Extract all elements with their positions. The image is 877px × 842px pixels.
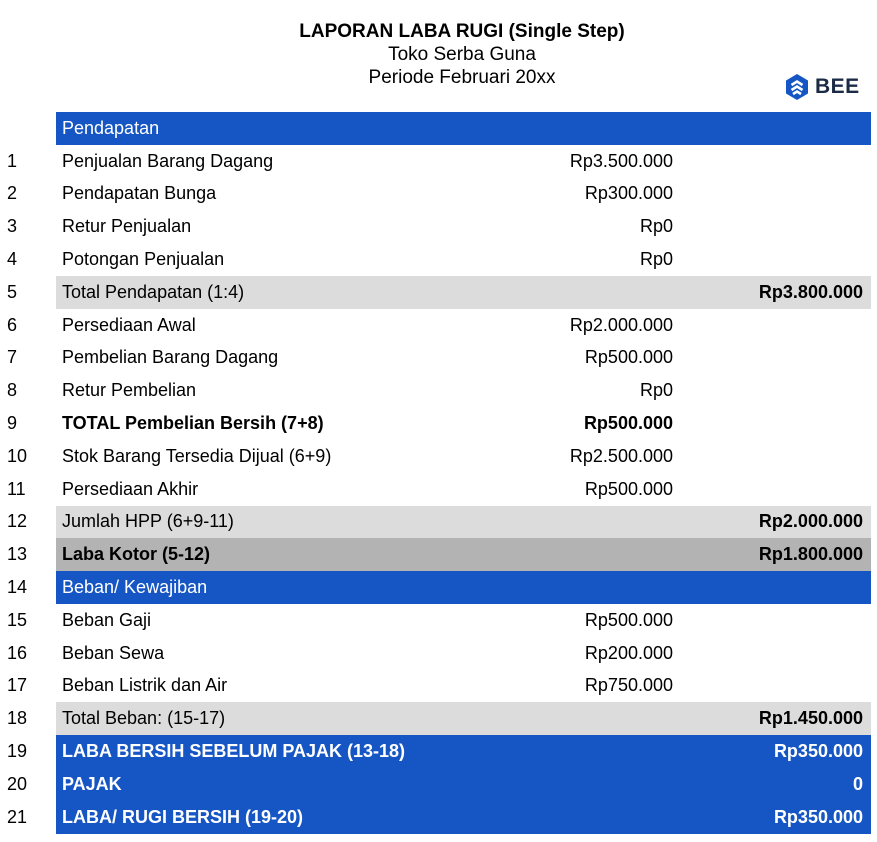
row-amount: Rp500.000 (584, 478, 673, 499)
row-label: TOTAL Pembelian Bersih (7+8) (62, 413, 324, 434)
row-number: 20 (7, 773, 28, 794)
row-label: Beban Gaji (62, 609, 152, 630)
row-label: Pembelian Barang Dagang (62, 347, 279, 368)
row-amount: Rp200.000 (584, 642, 673, 663)
row-amount: Rp0 (639, 380, 673, 401)
row-total: Rp1.450.000 (758, 708, 863, 729)
subtotal-row (0, 276, 877, 309)
tax-row (0, 768, 877, 801)
row-amount: Rp0 (639, 249, 673, 270)
row-number: 19 (7, 741, 28, 762)
table-row (0, 374, 877, 407)
row-label: Penjualan Barang Dagang (62, 150, 274, 171)
table-row (0, 178, 877, 211)
row-number: 17 (7, 675, 28, 696)
section-row-pendapatan (0, 112, 877, 145)
row-label: Pendapatan (62, 117, 160, 138)
row-number: 1 (7, 150, 18, 171)
table-row (0, 407, 877, 440)
bee-hexagon-logo-icon (785, 73, 809, 101)
table-row (0, 243, 877, 276)
bee-logo (785, 72, 860, 102)
row-total: Rp3.800.000 (758, 281, 863, 302)
row-number: 14 (7, 577, 28, 598)
row-total: Rp350.000 (773, 741, 863, 762)
row-amount: Rp750.000 (584, 675, 673, 696)
row-total: Rp2.000.000 (758, 511, 863, 532)
table-row (0, 604, 877, 637)
table-row (0, 670, 877, 703)
row-number: 11 (7, 478, 26, 499)
row-label: Persediaan Awal (62, 314, 196, 335)
row-label: Beban/ Kewajiban (62, 577, 208, 598)
row-number: 9 (7, 413, 18, 434)
row-number: 21 (7, 806, 28, 827)
row-label: Potongan Penjualan (62, 249, 225, 270)
report-period: Periode Februari 20xx (368, 67, 556, 88)
row-amount: Rp500.000 (584, 347, 673, 368)
row-number: 2 (7, 183, 18, 204)
section-row-beban (0, 571, 877, 604)
row-label: Beban Listrik dan Air (62, 675, 228, 696)
table-row (0, 440, 877, 473)
row-number: 10 (7, 445, 28, 466)
table-row (0, 309, 877, 342)
report-header (0, 20, 877, 89)
row-number: 5 (7, 281, 18, 302)
row-label: Total Beban: (15-17) (62, 708, 226, 729)
table-row (0, 210, 877, 243)
gross-profit-row (0, 538, 877, 571)
row-amount: Rp500.000 (584, 609, 673, 630)
row-number: 6 (7, 314, 18, 335)
row-number: 8 (7, 380, 18, 401)
row-amount: Rp2.500.000 (569, 445, 673, 466)
row-number: 16 (7, 642, 28, 663)
row-label: Retur Penjualan (62, 216, 192, 237)
row-label: Persediaan Akhir (62, 478, 199, 499)
row-label: Retur Pembelian (62, 380, 197, 401)
company-name: Toko Serba Guna (388, 44, 536, 65)
row-number: 4 (7, 249, 18, 270)
row-label: Stok Barang Tersedia Dijual (6+9) (62, 445, 332, 466)
row-label: Total Pendapatan (1:4) (62, 281, 245, 302)
row-label: Pendapatan Bunga (62, 183, 217, 204)
net-profit-before-tax-row (0, 735, 877, 768)
table-row (0, 473, 877, 506)
row-label: Beban Sewa (62, 642, 165, 663)
row-number: 12 (7, 511, 28, 532)
row-amount: Rp500.000 (583, 413, 673, 434)
row-amount: Rp300.000 (584, 183, 673, 204)
row-number: 3 (7, 216, 18, 237)
row-total: Rp1.800.000 (758, 544, 863, 565)
row-amount: Rp3.500.000 (569, 150, 673, 171)
row-amount: Rp0 (639, 216, 673, 237)
row-label: LABA/ RUGI BERSIH (19-20) (62, 806, 304, 827)
row-number: 7 (7, 347, 18, 368)
logo-text: BEE (815, 75, 860, 98)
subtotal-row (0, 702, 877, 735)
net-profit-row (0, 801, 877, 834)
income-statement-table (0, 112, 877, 834)
table-row (0, 145, 877, 178)
row-label: Laba Kotor (5-12) (62, 544, 211, 565)
row-amount: Rp2.000.000 (569, 314, 673, 335)
table-row (0, 637, 877, 670)
table-row (0, 342, 877, 375)
row-number: 15 (7, 609, 28, 630)
subtotal-row (0, 506, 877, 539)
row-label: Jumlah HPP (6+9-11) (62, 511, 234, 532)
row-label: PAJAK (62, 773, 122, 794)
row-total: 0 (852, 773, 863, 794)
row-number: 18 (7, 708, 28, 729)
row-label: LABA BERSIH SEBELUM PAJAK (13-18) (62, 741, 406, 762)
row-total: Rp350.000 (773, 806, 863, 827)
row-number: 13 (7, 544, 28, 565)
report-title: LAPORAN LABA RUGI (Single Step) (299, 21, 625, 42)
